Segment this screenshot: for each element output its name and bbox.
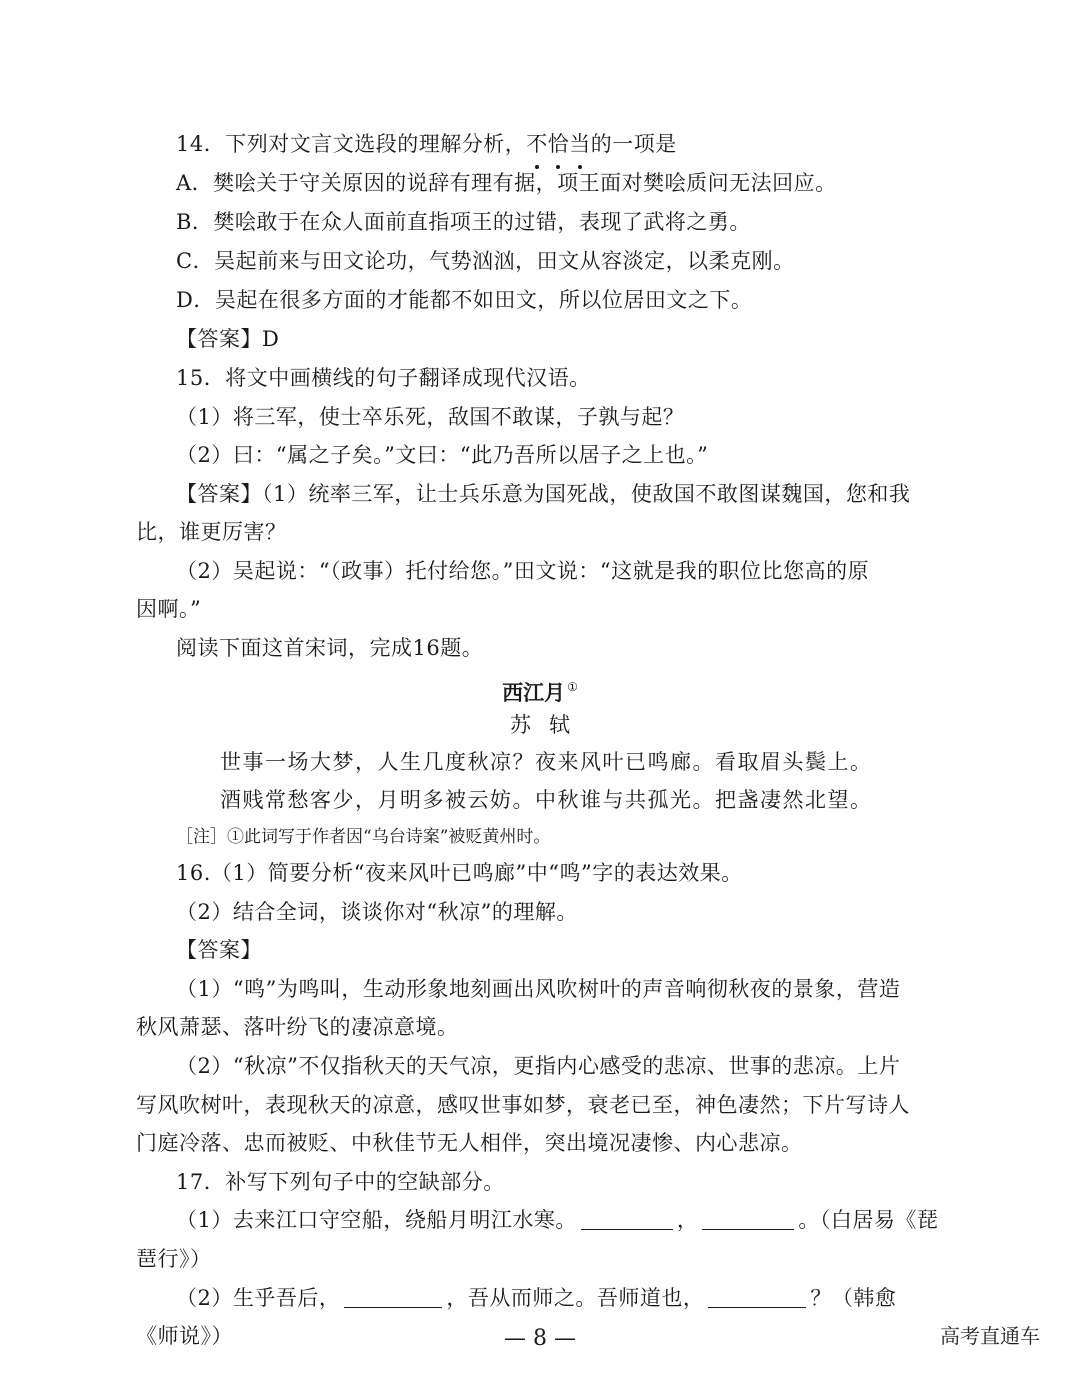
q16-answer-line: （1）“鸣”为鸣叫，生动形象地刻画出风吹树叶的声音响彻秋夜的景象，营造 — [176, 977, 901, 1001]
q14-option-b: B．樊哙敢于在众人面前直指项王的过错，表现了武将之勇。 — [176, 210, 751, 234]
q15-answer-line: 【答案】（1）统率三军，让士兵乐意为国死战，使敌国不敢图谋魏国，您和我 — [176, 482, 911, 506]
q16-answer-line: （2）“秋凉”不仅指秋天的天气凉，更指内心感受的悲凉、世事的悲凉。上片 — [176, 1054, 901, 1078]
poem-author: 苏轼 — [510, 713, 588, 737]
q14-answer: 【答案】D — [176, 327, 280, 351]
watermark: 高考直通车 — [940, 1324, 1040, 1348]
page-number: — 8 — — [504, 1326, 576, 1351]
q17-item-2: （2）生乎吾后， ，吾从而师之。吾师道也， ？（韩愈 — [176, 1286, 897, 1310]
q17-item-1-cont: 琶行》） — [136, 1247, 212, 1271]
answer-blank — [708, 1287, 806, 1308]
q14-option-d: D．吴起在很多方面的才能都不如田文，所以位居田文之下。 — [176, 288, 753, 312]
footnote-mark: ① — [567, 680, 578, 694]
q15-stem: 15．将文中画横线的句子翻译成现代汉语。 — [176, 366, 591, 390]
emphasis-char: 恰 — [548, 129, 570, 159]
q14-stem: 14．下列对文言文选段的理解分析，不恰当的一项是 — [176, 129, 986, 159]
emphasis-char: 当 — [569, 129, 591, 159]
q14-option-c: C．吴起前来与田文论功，气势汹汹，田文从容淡定，以柔克刚。 — [176, 249, 795, 273]
poem-line: 酒贱常愁客少，月明多被云妨。中秋谁与共孤光。把盏凄然北望。 — [220, 788, 873, 812]
poem-line: 世事一场大梦，人生几度秋凉？夜来风叶已鸣廊。看取眉头鬓上。 — [220, 750, 873, 774]
q16-answer-line: 写风吹树叶，表现秋天的凉意，感叹世事如梦，衰老已至，神色凄然；下片写诗人 — [136, 1093, 910, 1117]
q16-answer-label: 【答案】 — [176, 938, 262, 962]
q14-option-a: A．樊哙关于守关原因的说辞有理有据，项王面对樊哙质问无法回应。 — [176, 171, 837, 195]
q17-stem: 17．补写下列句子中的空缺部分。 — [176, 1170, 505, 1194]
q16-answer-line: 秋风萧瑟、落叶纷飞的凄凉意境。 — [136, 1015, 459, 1039]
q15-answer-line: 因啊。” — [136, 597, 202, 621]
answer-blank — [344, 1287, 442, 1308]
poem-title: 西江月 ① — [502, 680, 578, 705]
q16-intro: 阅读下面这首宋词，完成16题。 — [176, 636, 484, 660]
q15-item-2: （2）曰：“属之子矣。”文曰：“此乃吾所以居子之上也。” — [176, 443, 709, 467]
q15-answer-line: 比，谁更厉害？ — [136, 520, 287, 544]
q16-stem-1: 16.（1）简要分析“夜来风叶已鸣廊”中“鸣”字的表达效果。 — [176, 861, 743, 885]
emphasis-char: 不 — [526, 129, 548, 159]
answer-blank — [702, 1209, 794, 1230]
q15-answer-line: （2）吴起说：“（政事）托付给您。”田文说：“这就是我的职位比您高的原 — [176, 559, 870, 583]
answer-blank — [581, 1209, 673, 1230]
q16-answer-line: 门庭冷落、忠而被贬、中秋佳节无人相伴，突出境况凄惨、内心悲凉。 — [136, 1131, 803, 1155]
q16-stem-2: （2）结合全词，谈谈你对“秋凉”的理解。 — [176, 900, 578, 924]
q17-item-2-cont: 《师说》） — [136, 1324, 233, 1348]
q15-item-1: （1）将三军，使士卒乐死，敌国不敢谋，子孰与起？ — [176, 405, 685, 429]
poem-note: ［注］①此词写于作者因“乌台诗案”被贬黄州时。 — [176, 827, 551, 847]
q17-item-1: （1）去来江口守空船，绕船月明江水寒。 ， 。（白居易《琵 — [176, 1208, 939, 1232]
